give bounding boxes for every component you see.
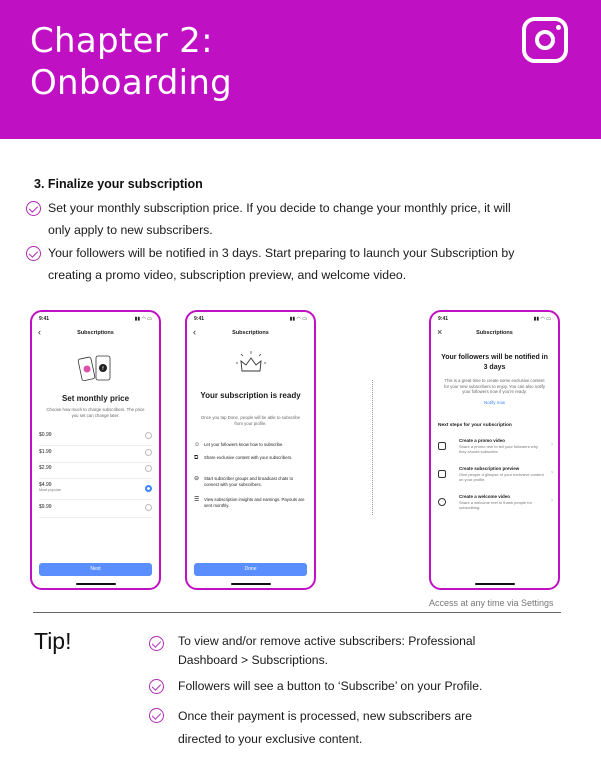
check-circle-icon: [149, 636, 164, 651]
notified-title: Your followers will be notified in 3 days: [441, 354, 548, 371]
set-price-desc: Choose how much to charge subscribers. The price you set can change later.: [46, 407, 145, 418]
instagram-logo-icon: [522, 17, 568, 63]
preview-icon: [438, 470, 446, 478]
bullet-1: [48, 197, 511, 241]
horizontal-divider: [33, 612, 561, 613]
chat-icon: ⊖: [194, 476, 200, 482]
settings-caption: Access at any time via Settings: [429, 598, 554, 608]
price-sub: Most popular: [39, 488, 61, 492]
price-option[interactable]: [39, 504, 152, 518]
phone-set-price: [30, 310, 161, 590]
check-circle-icon: [149, 708, 164, 723]
radio-button[interactable]: [145, 432, 152, 439]
set-price-title: Set monthly price: [61, 394, 130, 403]
status-icons: ▮▮ ◠ ▭: [533, 316, 551, 322]
phone-subscription-ready: [185, 310, 316, 590]
tip-item-3-line1: Once their payment is processed, new subscribers are: [178, 709, 472, 723]
chapter-title: [30, 20, 450, 104]
chapter-title-line1: Chapter 2:: [30, 21, 213, 61]
step-welcome-video[interactable]: [438, 494, 553, 520]
price-option[interactable]: [39, 482, 152, 500]
check-circle-icon: [26, 201, 41, 216]
nav-title: Subscriptions: [77, 330, 114, 336]
step-promo-video[interactable]: [438, 438, 553, 464]
done-button[interactable]: Done: [194, 563, 307, 576]
status-time: 9:41: [194, 316, 205, 322]
bullet-2-line2: creating a promo video, subscription preview, and welcome video.: [48, 268, 407, 282]
video-icon: [438, 442, 446, 450]
next-button[interactable]: Next: [39, 563, 152, 576]
ready-desc: Once you tap Done, people will be able to subscribe from your profile.: [200, 415, 301, 426]
status-icons: ▮▮ ◠ ▭: [134, 316, 152, 322]
chevron-right-icon: ›: [551, 442, 553, 448]
check-circle-icon: [149, 679, 164, 694]
tip-title: Tip!: [34, 628, 72, 654]
status-time: 9:41: [39, 316, 50, 322]
ready-title: Your subscription is ready: [200, 391, 301, 400]
next-steps-heading: Next steps for your subscription: [438, 423, 512, 428]
notified-desc: This is a great time to create some exclusive content for your new subscribers to enjoy. You can also notify your followers now if you're ready.: [444, 378, 545, 395]
home-indicator: [76, 583, 116, 585]
step-preview[interactable]: [438, 466, 553, 492]
feature-text: Share exclusive content with your subscribers.: [204, 455, 293, 460]
price-label: $2.99: [39, 465, 52, 471]
dotted-divider: [372, 380, 373, 515]
chapter-title-line2: Onboarding: [30, 63, 233, 103]
back-chevron-icon[interactable]: ‹: [193, 327, 196, 337]
bullet-1-line1: Set your monthly subscription price. If you decide to change your monthly price, it will: [48, 201, 511, 215]
feature-text: Start subscriber groups and broadcast chats to connect with your subscribers.: [204, 476, 294, 487]
insights-icon: ☰: [194, 497, 200, 503]
tip-item-2: [178, 677, 538, 696]
notify-now-link[interactable]: Notify now: [483, 400, 505, 405]
content-icon: ⧉: [194, 455, 199, 461]
bullet-2: [48, 242, 514, 286]
home-indicator: [231, 583, 271, 585]
bullet-2-line1: Your followers will be notified in 3 days. Start preparing to launch your Subscription by: [48, 246, 515, 260]
tip-item-1-line1: To view and/or remove active subscribers: Professional: [178, 634, 476, 648]
check-circle-icon: [26, 246, 41, 261]
radio-button[interactable]: [145, 465, 152, 472]
step-title: Create subscription preview: [459, 466, 520, 471]
instagram-lens-shape: [535, 30, 555, 50]
svg-text:f: f: [102, 366, 104, 372]
status-icons: ▮▮ ◠ ▭: [289, 316, 307, 322]
step-title: Create a promo video: [459, 438, 506, 443]
radio-button-selected[interactable]: [145, 485, 152, 492]
nav-title: Subscriptions: [232, 330, 269, 336]
chevron-right-icon: ›: [551, 498, 553, 504]
back-chevron-icon[interactable]: ‹: [38, 327, 41, 337]
step-desc: Share a welcome reel to thank people for subscribing.: [459, 500, 532, 510]
status-time: 9:41: [438, 316, 449, 322]
home-indicator: [475, 583, 515, 585]
tip-item-2-line1: Followers will see a button to ‘Subscribe’ on your Profile.: [178, 679, 483, 693]
price-option[interactable]: [39, 432, 152, 446]
nav-title: Subscriptions: [476, 330, 513, 336]
price-option[interactable]: [39, 465, 152, 479]
section-heading: 3. Finalize your subscription: [34, 177, 203, 191]
step-desc: Give people a glimpse of your exclusive content on your profile.: [459, 472, 544, 482]
chapter-header: [0, 0, 601, 139]
chevron-right-icon: ›: [551, 470, 553, 476]
price-label: $4.99: [39, 482, 52, 488]
price-label: $9.99: [39, 504, 52, 510]
tip-item-3: [178, 705, 538, 751]
close-icon[interactable]: ×: [437, 327, 443, 337]
tip-item-1: [178, 632, 538, 670]
price-label: $0.99: [39, 432, 52, 438]
price-label: $1.99: [39, 449, 52, 455]
radio-button[interactable]: [145, 449, 152, 456]
instagram-dot-shape: [556, 25, 561, 30]
tip-item-3-line2: directed to your exclusive content.: [178, 732, 363, 746]
people-icon: ☺: [194, 442, 201, 448]
step-desc: Share a promo reel to tell your followers why they should subscribe.: [459, 444, 538, 454]
phone-illustration-icon: [76, 352, 118, 388]
tip-item-1-line2: Dashboard > Subscriptions.: [178, 653, 329, 667]
smile-icon: [438, 498, 446, 506]
radio-button[interactable]: [145, 504, 152, 511]
crown-icon: [235, 350, 267, 380]
feature-text: Let your followers know how to subscribe.: [204, 442, 284, 447]
bullet-1-line2: only apply to new subscribers.: [48, 223, 213, 237]
phone-followers-notified: [429, 310, 560, 590]
price-option[interactable]: [39, 449, 152, 463]
feature-text: View subscription insights and earnings. Payouts are sent monthly.: [204, 497, 305, 508]
step-title: Create a welcome video: [459, 494, 511, 499]
